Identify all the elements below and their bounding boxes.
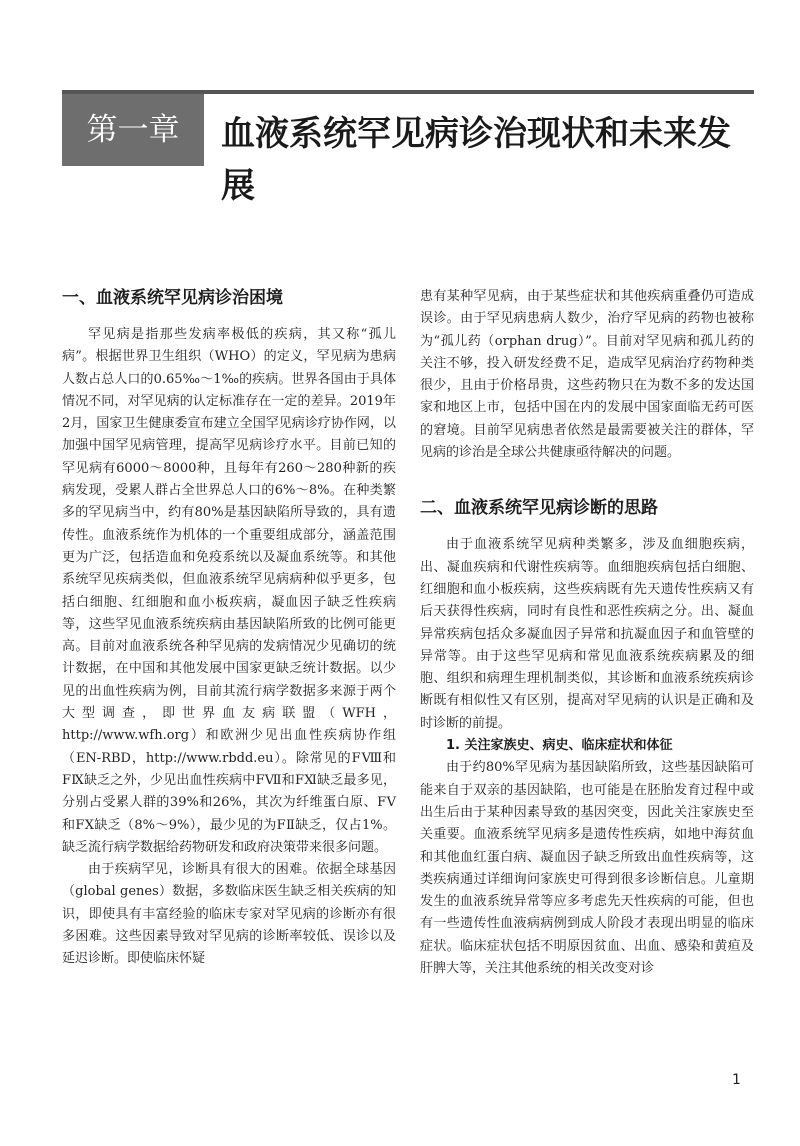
chapter-label: 第一章 — [62, 94, 204, 166]
paragraph: 罕见病是指那些发病率极低的疾病，其又称“孤儿病”。根据世界卫生组织（WHO）的定义，罕见病为患病人数占总人口的0.65‰～1‰的疾病。世界各国由于具体情况不同，对罕见病的认定标准存在一定的差异。2019年2月，国家卫生健康委宣布建立全国罕见病诊疗协作网，以加强中国罕见病管理，提高罕见病诊疗水平。目前已知的罕见病有6000～8000种，且每年有260～280种新的疾病发现，受累人群占全世界总人口的6%～8%。在种类繁多的罕见病当中，约有80%是基因缺陷所导致的，具有遗传性。血液系统作为机体的一个重要组成部分，涵盖范围更为广泛，包括造血和免疫系统以及凝血系统等。和其他系统罕见疾病类似，但血液系统罕见病病种似乎更多，包括白细胞、红细胞和血小板疾病，凝血因子缺乏性疾病等，这些罕见血液系统疾病由基因缺陷所致的比例可能更高。目前对血液系统各种罕见病的发病情况少见确切的统计数据，在中国和其他发展中国家更缺乏统计数据。以少见的出血性疾病为例，目前其流行病学数据多来源于两个大型调查，即世界血友病联盟（WFH，http://www.wfh.org）和欧洲少见出血性疾病协作组（EN-RBD，http://www.rbdd.eu）。除常见的FⅧ和FⅨ缺乏之外，少见出血性疾病中FⅦ和FⅪ缺乏最多见，分别占受累人群的39%和26%，其次为纤维蛋白原、FⅤ和FⅩ缺乏（8%～9%），最少见的为FⅡ缺乏，仅占1%。缺乏流行病学数据给药物研发和政府决策带来很多问题。 — [62, 327, 396, 855]
subsection-heading: 1. 关注家族史、病史、临床症状和体征 — [446, 738, 673, 754]
section-heading: 二、血液系统罕见病诊断的思路 — [420, 498, 658, 519]
paragraph: 由于疾病罕见，诊断具有很大的困难。依据全球基因（global genes）数据，多数临床医生缺乏相关疾病的知识，即使具有丰富经验的临床专家对罕见病的诊断亦有很多困难。这些因素导致对罕见病的诊断率较低、误诊以及延迟诊断。即使临床怀疑 — [62, 862, 396, 967]
paragraph: 患有某种罕见病，由于某些症状和其他疾病重叠仍可造成误诊。由于罕见病患病人数少，治疗罕见病的药物也被称为“孤儿药（orphan drug）”。目前对罕见病和孤儿药的关注不够，投入研发经费不足，造成罕见病治疗药物种类很少，且由于价格昂贵，这些药物只在为数不多的发达国家和地区上市，包括中国在内的发展中国家面临无药可医的窘境。目前罕见病患者依然是最需要被关注的群体，罕见病的诊治是全球公共健康亟待解决的问题。 — [420, 289, 754, 461]
paragraph: 由于血液系统罕见病种类繁多，涉及血细胞疾病，出、凝血疾病和代谢性疾病等。血细胞疾病包括白细胞、红细胞和血小板疾病，这些疾病既有先天遗传性疾病又有后天获得性疾病，同时有良性和恶性疾病之分。出、凝血异常疾病包括众多凝血因子异常和抗凝血因子和血管壁的异常等。由于这些罕见病和常见血液系统疾病累及的细胞、组织和病理生理机制类似，其诊断和血液系统疾病诊断既有相似性又有区别，提高对罕见病的认识是正确和及时诊断的前提。 — [420, 537, 754, 731]
page-number: 1 — [732, 1072, 741, 1088]
paragraph: 由于约80%罕见病为基因缺陷所致，这些基因缺陷可能来自于双亲的基因缺陷，也可能是在胚胎发育过程中或出生后由于某种因素导致的基因突变，因此关注家族史至关重要。血液系统罕见病多是遗传性疾病，如地中海贫血和其他血红蛋白病、凝血因子缺乏所致出血性疾病等，这类疾病通过详细询问家族史可得到很多诊断信息。儿童期发生的血液系统异常等应多考虑先天性疾病的可能，但也有一些遗传性血液病病例到成人阶段才表现出明显的临床症状。临床症状包括不明原因贫血、出血、感染和黄疸及肝脾大等，关注其他系统的相关改变对诊 — [420, 760, 754, 977]
chapter-title: 血液系统罕见病诊治现状和未来发展 — [221, 114, 731, 206]
left-column — [62, 284, 396, 971]
right-column — [420, 286, 754, 980]
section-heading: 一、血液系统罕见病诊治困境 — [62, 288, 283, 308]
